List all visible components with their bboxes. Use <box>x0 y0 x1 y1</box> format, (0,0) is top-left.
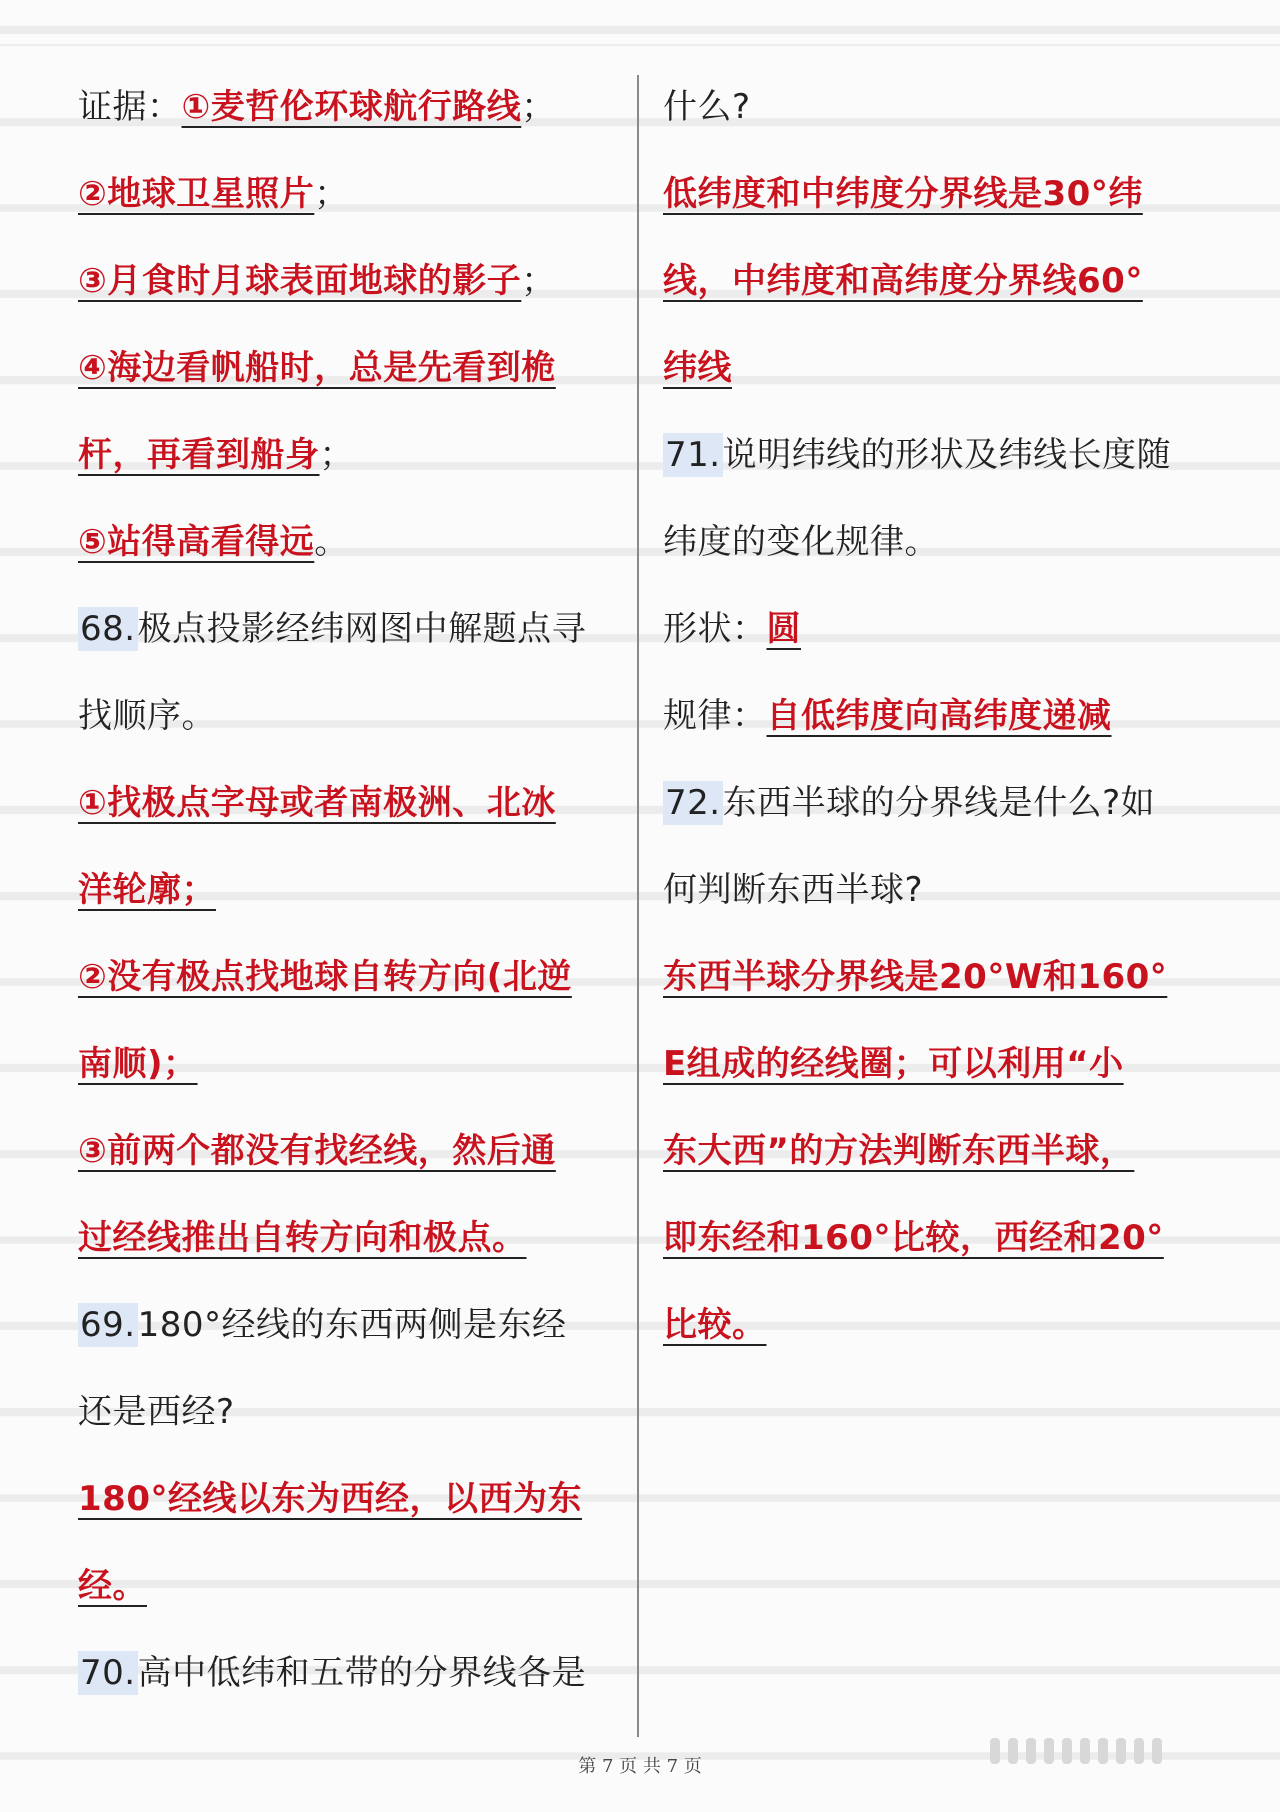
line-text: 180°经线的东西两侧是东经 <box>137 1305 567 1345</box>
line-label: 证据： <box>78 87 182 127</box>
answer-text: 线，中纬度和高纬度分界线60° <box>663 261 1143 301</box>
answer-text: ③前两个都没有找经线，然后通 <box>78 1131 556 1171</box>
answer-text: 洋轮廓； <box>78 870 216 910</box>
line-punctuation: ； <box>521 87 556 127</box>
answer-text: ⑤站得高看得远 <box>78 522 315 562</box>
text-line <box>78 1197 623 1284</box>
answer-text: 杆，再看到船身 <box>78 435 320 475</box>
decorative-marks <box>990 1738 1250 1772</box>
text-line <box>78 66 623 153</box>
text-line <box>663 936 1208 1023</box>
answer-text: 比较。 <box>663 1305 767 1345</box>
question-number: 72. <box>665 783 721 823</box>
text-line <box>78 414 623 501</box>
text-line <box>663 1284 1208 1371</box>
answer-text: 南顺)； <box>78 1044 198 1084</box>
question-number: 68. <box>80 609 136 649</box>
answer-text: ②没有极点找地球自转方向(北逆 <box>78 957 572 997</box>
text-line <box>663 414 1208 501</box>
line-text: 何判断东西半球? <box>663 870 924 910</box>
text-line <box>663 153 1208 240</box>
answer-text: 圆 <box>766 609 801 649</box>
question-number: 69. <box>80 1305 136 1345</box>
answer-text: E组成的经线圈；可以利用“小 <box>663 1044 1124 1084</box>
answer-text: 过经线推出自转方向和极点。 <box>78 1218 527 1258</box>
line-text: 高中低纬和五带的分界线各是 <box>137 1653 587 1693</box>
line-text: 说明纬线的形状及纬线长度随 <box>722 435 1172 475</box>
text-line <box>78 327 623 414</box>
answer-text: ②地球卫星照片 <box>78 174 315 214</box>
text-line <box>663 240 1208 327</box>
text-line <box>78 153 623 240</box>
page-footer: 第 7 页 共 7 页 <box>578 1756 702 1777</box>
text-line <box>663 849 1208 936</box>
text-line <box>663 1197 1208 1284</box>
text-line <box>78 1110 623 1197</box>
line-punctuation: ； <box>521 261 556 301</box>
answer-text: 即东经和160°比较，西经和20° <box>663 1218 1164 1258</box>
answer-text: ④海边看帆船时，总是先看到桅 <box>78 348 556 388</box>
line-punctuation: ； <box>319 435 354 475</box>
text-line <box>78 762 623 849</box>
answer-text: 经。 <box>78 1566 147 1606</box>
answer-text: ①麦哲伦环球航行路线 <box>181 87 522 127</box>
text-line <box>663 66 1208 153</box>
answer-text: 自低纬度向高纬度递减 <box>766 696 1112 736</box>
answer-text: 东大西”的方法判断东西半球， <box>663 1131 1135 1171</box>
text-line <box>78 936 623 1023</box>
line-text: 找顺序。 <box>78 696 216 736</box>
text-line <box>78 1545 623 1632</box>
text-line <box>78 849 623 936</box>
line-punctuation: 。 <box>314 522 349 562</box>
line-label: 规律： <box>663 696 767 736</box>
top-rule <box>0 44 1280 46</box>
text-line <box>78 240 623 327</box>
left-column <box>78 66 623 1719</box>
answer-text: ①找极点字母或者南极洲、北冰 <box>78 783 556 823</box>
question-number: 71. <box>665 435 721 475</box>
answer-text: 低纬度和中纬度分界线是30°纬 <box>663 174 1143 214</box>
answer-text: 东西半球分界线是20°W和160° <box>663 957 1168 997</box>
right-column <box>663 66 1208 1371</box>
line-text: 东西半球的分界线是什么?如 <box>722 783 1156 823</box>
text-line <box>663 327 1208 414</box>
text-line <box>663 1023 1208 1110</box>
text-line <box>78 1284 623 1371</box>
text-line <box>663 675 1208 762</box>
text-line <box>78 501 623 588</box>
line-text: 纬度的变化规律。 <box>663 522 939 562</box>
text-line <box>663 501 1208 588</box>
question-number: 70. <box>80 1653 136 1693</box>
text-line <box>663 762 1208 849</box>
text-line <box>78 588 623 675</box>
text-line <box>663 588 1208 675</box>
text-line <box>78 1632 623 1719</box>
text-line <box>78 1371 623 1458</box>
text-line <box>78 675 623 762</box>
column-divider <box>637 75 639 1737</box>
line-label: 形状： <box>663 609 767 649</box>
text-line <box>78 1023 623 1110</box>
line-text: 什么? <box>663 87 751 127</box>
line-punctuation: ； <box>314 174 349 214</box>
answer-text: ③月食时月球表面地球的影子 <box>78 261 522 301</box>
text-line <box>78 1458 623 1545</box>
answer-text: 180°经线以东为西经，以西为东 <box>78 1479 582 1519</box>
line-text: 极点投影经纬网图中解题点寻 <box>137 609 587 649</box>
answer-text: 纬线 <box>663 348 732 388</box>
line-text: 还是西经? <box>78 1392 235 1432</box>
text-line <box>663 1110 1208 1197</box>
